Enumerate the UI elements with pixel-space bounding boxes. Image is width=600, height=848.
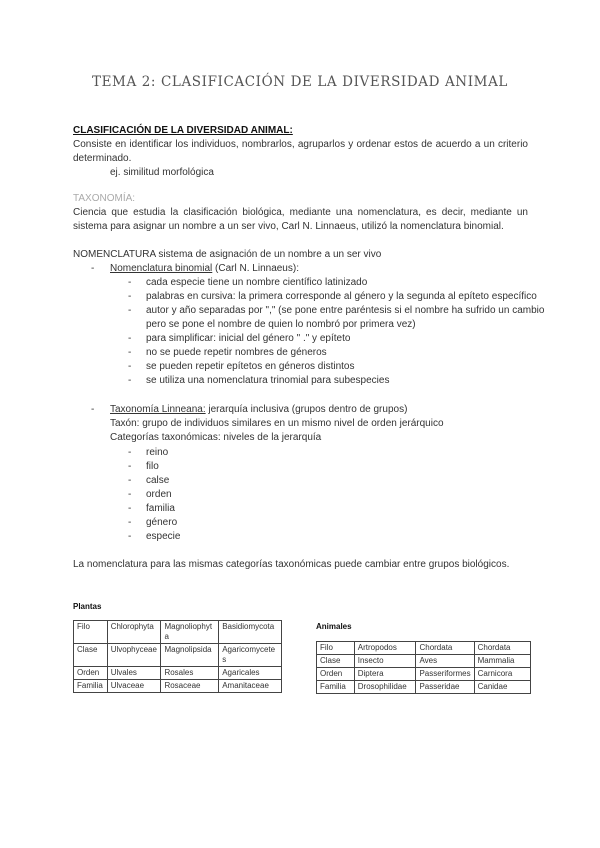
plantas-table bbox=[73, 620, 282, 693]
clasificacion-example: ej. similitud morfológica bbox=[110, 167, 214, 178]
table-cell: Amanitaceae bbox=[219, 680, 282, 693]
table-cell: Chordata bbox=[416, 642, 474, 655]
categoria-item: género bbox=[146, 517, 178, 528]
categoria-item: especie bbox=[146, 531, 181, 542]
section-heading-taxonomia: TAXONOMÍA: bbox=[73, 193, 136, 204]
table-row bbox=[74, 644, 282, 667]
dash-bullet: - bbox=[128, 277, 132, 288]
page-title: TEMA 2: CLASIFICACIÓN DE LA DIVERSIDAD ANIMAL bbox=[92, 74, 508, 90]
table-cell: Insecto bbox=[354, 655, 416, 668]
dash-bullet: - bbox=[91, 263, 95, 274]
table-cell: Diptera bbox=[354, 668, 416, 681]
table-row bbox=[317, 668, 531, 681]
dash-bullet: - bbox=[128, 361, 132, 372]
dash-bullet: - bbox=[91, 404, 95, 415]
linneana-title: Taxonomía Linneana: bbox=[110, 404, 206, 415]
binomial-item: se utiliza una nomenclatura trinomial para subespecies bbox=[146, 375, 390, 386]
table-cell: Canidae bbox=[474, 681, 530, 694]
nomenclatura-definition: sistema de asignación de un nombre a un ser vivo bbox=[155, 249, 382, 260]
dash-bullet: - bbox=[128, 475, 132, 486]
table-cell: Clase bbox=[317, 655, 355, 668]
table-cell: Passeriformes bbox=[416, 668, 474, 681]
table-cell: Rosales bbox=[161, 667, 219, 680]
dash-bullet: - bbox=[128, 489, 132, 500]
table-cell: Rosaceae bbox=[161, 680, 219, 693]
table-cell: Aves bbox=[416, 655, 474, 668]
table-cell: Orden bbox=[74, 667, 108, 680]
animales-heading: Animales bbox=[316, 622, 352, 631]
taxonomia-paragraph: Ciencia que estudia la clasificación biológica, mediante una nomenclatura, es decir, mediante un sistema para asignar un nombre a un ser vivo, Carl N. Linnaeus, utilizó la nomenclatura binomial. bbox=[73, 207, 528, 232]
dash-bullet: - bbox=[128, 517, 132, 528]
table-row bbox=[74, 621, 282, 644]
table-row bbox=[74, 667, 282, 680]
dash-bullet: - bbox=[128, 447, 132, 458]
binomial-item: cada especie tiene un nombre científico latinizado bbox=[146, 277, 368, 288]
categorias-line: Categorías taxonómicas: niveles de la jerarquía bbox=[110, 432, 322, 443]
dash-bullet: - bbox=[128, 305, 132, 316]
binomial-item: autor y año separadas por "," (se pone entre paréntesis si el nombre ha sufrido un cambio bbox=[146, 305, 545, 316]
categoria-item: calse bbox=[146, 475, 170, 486]
binomial-line bbox=[110, 262, 299, 276]
dash-bullet: - bbox=[128, 503, 132, 514]
linneana-definition: jerarquía inclusiva (grupos dentro de grupos) bbox=[205, 404, 408, 415]
binomial-item: para simplificar: inicial del género " ." y epíteto bbox=[146, 333, 351, 344]
table-cell: Agaricomycetes bbox=[219, 644, 282, 667]
categoria-item: reino bbox=[146, 447, 169, 458]
table-cell: Filo bbox=[317, 642, 355, 655]
table-cell: Orden bbox=[317, 668, 355, 681]
table-cell: Magnoliophyta bbox=[161, 621, 219, 644]
table-cell: Ulvaceae bbox=[107, 680, 161, 693]
table-row bbox=[317, 681, 531, 694]
table-row bbox=[317, 655, 531, 668]
table-cell: Chlorophyta bbox=[107, 621, 161, 644]
binomial-author: (Carl N. Linnaeus): bbox=[212, 263, 299, 274]
table-row bbox=[74, 680, 282, 693]
dash-bullet: - bbox=[128, 375, 132, 386]
plantas-heading: Plantas bbox=[73, 602, 102, 611]
table-cell: Agaricales bbox=[219, 667, 282, 680]
dash-bullet: - bbox=[128, 461, 132, 472]
linneana-line bbox=[110, 403, 407, 417]
table-cell: Drosophilidae bbox=[354, 681, 416, 694]
nomenclatura-line bbox=[73, 248, 381, 262]
animales-table bbox=[316, 641, 531, 694]
categoria-item: familia bbox=[146, 503, 175, 514]
table-cell: Filo bbox=[74, 621, 108, 644]
closing-sentence: La nomenclatura para las mismas categorías taxonómicas puede cambiar entre grupos biológicos. bbox=[73, 559, 510, 570]
dash-bullet: - bbox=[128, 291, 132, 302]
table-cell: Ulvophyceae bbox=[107, 644, 161, 667]
table-cell: Familia bbox=[317, 681, 355, 694]
table-cell: Chordata bbox=[474, 642, 530, 655]
table-row bbox=[317, 642, 531, 655]
clasificacion-paragraph: Consiste en identificar los individuos, nombrarlos, agruparlos y ordenar estos de acuerdo a un criterio determinado. bbox=[73, 139, 528, 164]
table-cell: Magnolipsida bbox=[161, 644, 219, 667]
dash-bullet: - bbox=[128, 347, 132, 358]
taxon-line: Taxón: grupo de individuos similares en un mismo nivel de orden jerárquico bbox=[110, 418, 444, 429]
table-cell: Passeridae bbox=[416, 681, 474, 694]
section-heading-clasificacion: CLASIFICACIÓN DE LA DIVERSIDAD ANIMAL: bbox=[73, 125, 293, 136]
table-cell: Carnicora bbox=[474, 668, 530, 681]
nomenclatura-term: NOMENCLATURA bbox=[73, 249, 156, 260]
table-cell: Clase bbox=[74, 644, 108, 667]
table-cell: Ulvales bbox=[107, 667, 161, 680]
table-cell: Basidiomycota bbox=[219, 621, 282, 644]
binomial-item-continuation: pero se pone el nombre de quien lo nombró por primera vez) bbox=[146, 319, 416, 330]
table-cell: Artropodos bbox=[354, 642, 416, 655]
binomial-item: palabras en cursiva: la primera corresponde al género y la segunda al epíteto específico bbox=[146, 291, 537, 302]
binomial-item: no se puede repetir nombres de géneros bbox=[146, 347, 327, 358]
binomial-title: Nomenclatura binomial bbox=[110, 263, 213, 274]
dash-bullet: - bbox=[128, 333, 132, 344]
table-cell: Familia bbox=[74, 680, 108, 693]
binomial-item: se pueden repetir epítetos en géneros distintos bbox=[146, 361, 355, 372]
categoria-item: filo bbox=[146, 461, 159, 472]
dash-bullet: - bbox=[128, 531, 132, 542]
table-cell: Mammalia bbox=[474, 655, 530, 668]
categoria-item: orden bbox=[146, 489, 172, 500]
